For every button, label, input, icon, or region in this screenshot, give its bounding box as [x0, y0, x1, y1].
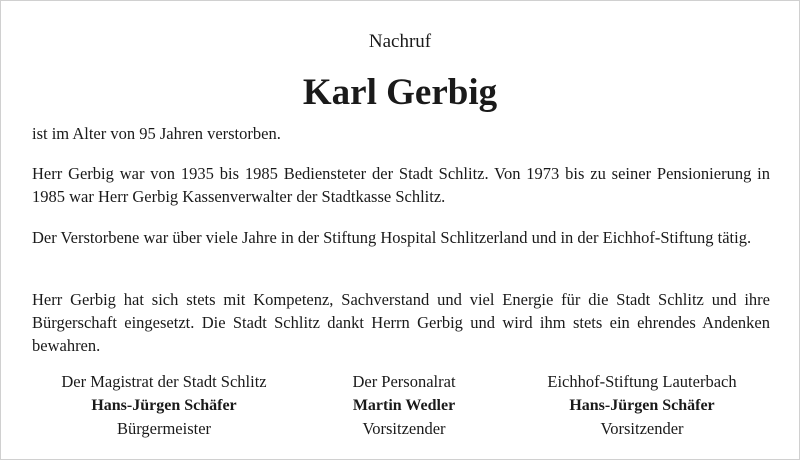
paragraph-age: ist im Alter von 95 Jahren verstorben. [32, 124, 281, 143]
signature-person: Martin Wedler [352, 396, 456, 414]
signature-magistrat [19, 370, 309, 441]
signature-person: Hans-Jürgen Schäfer [569, 396, 715, 414]
signature-organization: Der Magistrat der Stadt Schlitz [61, 372, 267, 391]
signature-eichhof-stiftung [501, 370, 783, 441]
signature-role: Vorsitzender [362, 419, 446, 438]
signature-person: Hans-Jürgen Schäfer [91, 396, 237, 414]
paragraph-thanks: Herr Gerbig hat sich stets mit Kompetenz, Sachverstand und viel Energie für die Stadt Schlitz und ihre Bürgerschaft eingesetzt. Die Stadt Schlitz dankt Herrn Gerbig und wird ihm stets ein ehrendes Andenken bewahren. [32, 290, 770, 355]
signature-organization: Der Personalrat [352, 372, 456, 391]
signature-role: Bürgermeister [116, 419, 212, 438]
signature-role: Vorsitzender [600, 419, 684, 438]
paragraph-foundation: Der Verstorbene war über viele Jahre in der Stiftung Hospital Schlitzerland und in der Eichhof-Stiftung tätig. [32, 228, 752, 247]
notice-heading: Nachruf [368, 31, 432, 52]
deceased-name: Karl Gerbig [302, 72, 498, 113]
signature-organization: Eichhof-Stiftung Lauterbach [547, 372, 737, 391]
paragraph-career: Herr Gerbig war von 1935 bis 1985 Bediensteter der Stadt Schlitz. Von 1973 bis zu seiner Pensionierung in 1985 war Herr Gerbig Kassenverwalter der Stadtkasse Schlitz. [32, 164, 770, 206]
signature-personalrat [299, 370, 509, 441]
